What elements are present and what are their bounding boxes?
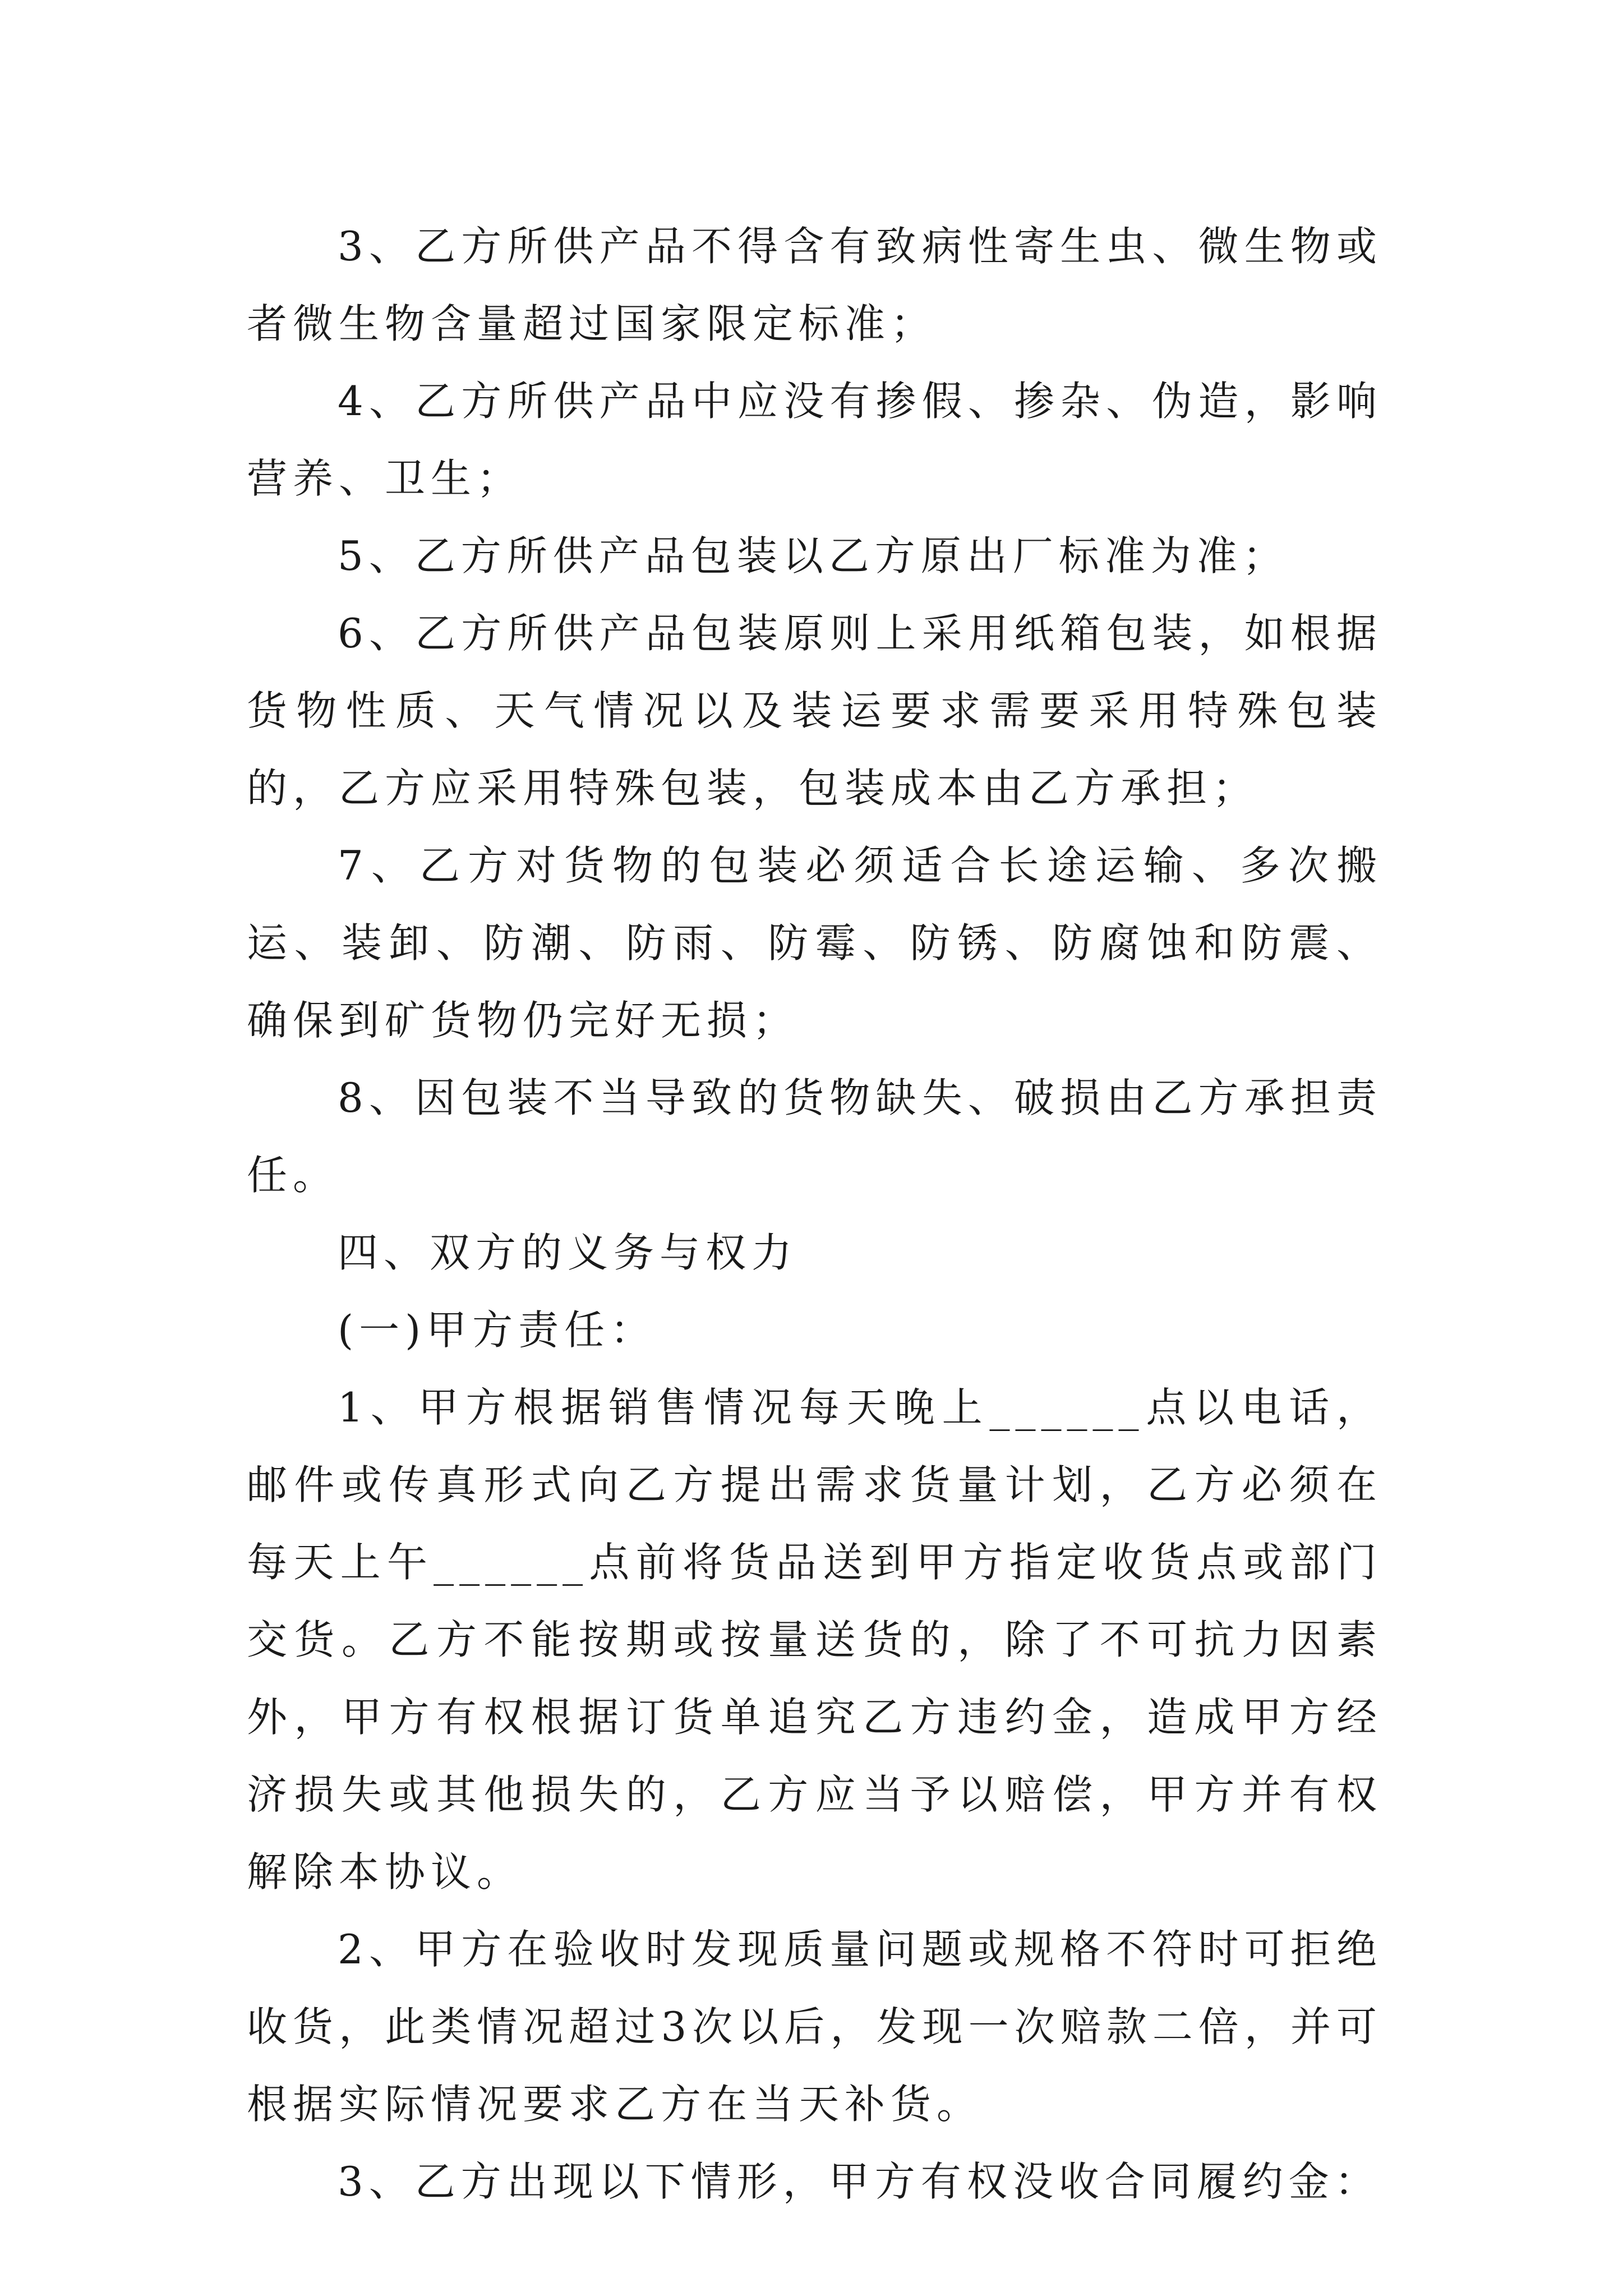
section-heading-obligations: 四、双方的义务与权力 — [338, 1229, 798, 1276]
document-body — [247, 208, 1382, 2220]
paragraph-item-7-transport-packaging: 7、乙方对货物的包装必须适合长途运输、多次搬运、装卸、防潮、防雨、防霉、防锈、防腐蚀和防震、确保到矿货物仍完好无损； — [247, 842, 1382, 1044]
paragraph-item-4-adulteration: 4、乙方所供产品中应没有掺假、掺杂、伪造，影响营养、卫生； — [247, 378, 1382, 502]
paragraph-item-8-liability: 8、因包装不当导致的货物缺失、破损由乙方承担责任。 — [247, 1074, 1382, 1199]
paragraph-item-3-pathogen: 3、乙方所供产品不得含有致病性寄生虫、微生物或者微生物含量超过国家限定标准； — [247, 223, 1382, 347]
paragraph-party-a-3-deposit: 3、乙方出现以下情形，甲方有权没收合同履约金： — [338, 2158, 1381, 2205]
paragraph-party-a-1-ordering: 1、甲方根据销售情况每天晚上______点以电话，邮件或传真形式向乙方提出需求货量计划，乙方必须在每天上午______点前将货品送到甲方指定收货点或部门交货。乙方不能按期或按量送货的，除了不可抗力因素外，甲方有权根据订货单追究乙方违约金，造成甲方经济损失或其他损失的，乙方应当予以赔偿，甲方并有权解除本协议。 — [247, 1384, 1382, 1895]
paragraph-party-a-2-inspection: 2、甲方在验收时发现质量问题或规格不符时可拒绝收货，此类情况超过3次以后，发现一次赔款二倍，并可根据实际情况要求乙方在当天补货。 — [247, 1926, 1382, 2128]
paragraph-item-6-carton-packaging: 6、乙方所供产品包装原则上采用纸箱包装，如根据货物性质、天气情况以及装运要求需要采用特殊包装的，乙方应采用特殊包装，包装成本由乙方承担； — [247, 610, 1382, 812]
paragraph-item-5-packaging-standard: 5、乙方所供产品包装以乙方原出厂标准为准； — [338, 532, 1289, 579]
subsection-heading-party-a: (一)甲方责任： — [338, 1306, 657, 1354]
